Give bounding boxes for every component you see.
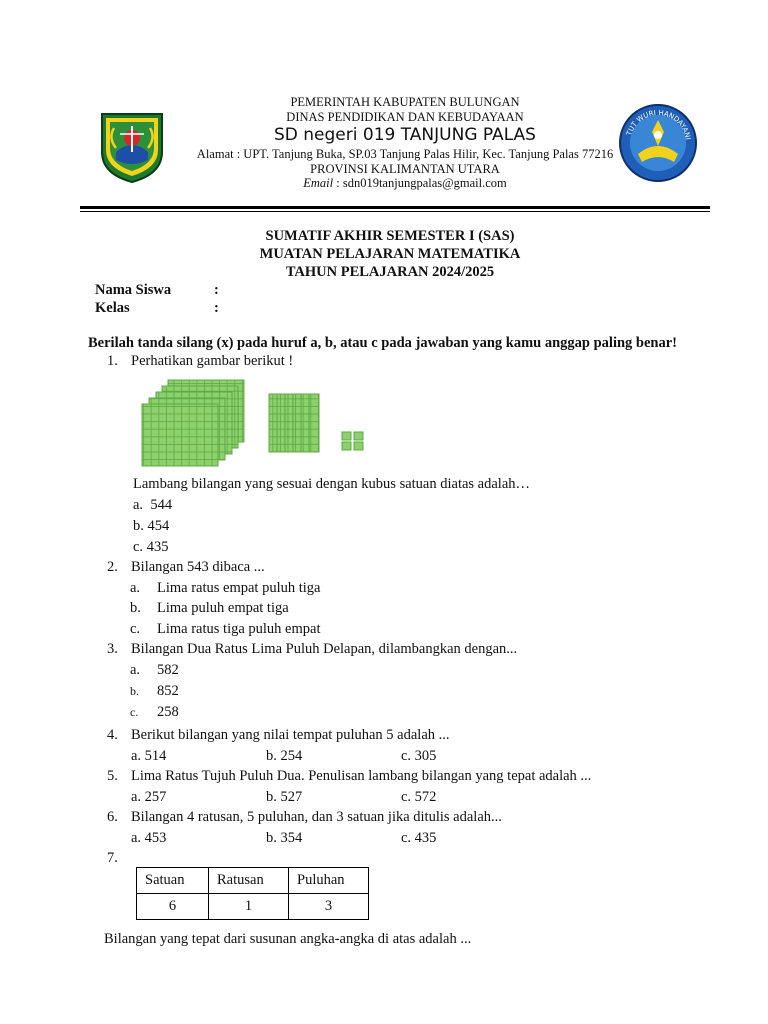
q1-option-c-text: 435 (146, 539, 169, 555)
table-header-cell: Satuan (137, 868, 209, 894)
q6-option-a[interactable]: a. 453 (131, 830, 167, 846)
table-cell: 1 (209, 894, 289, 920)
q6-number: 6. (107, 809, 118, 825)
q3-option-a-letter[interactable]: a. (130, 662, 141, 678)
table-header-cell: Ratusan (209, 868, 289, 894)
table-header-row (137, 868, 369, 894)
q5-option-c[interactable]: c. 572 (401, 789, 437, 805)
instruction: Berilah tanda silang (x) pada huruf a, b, atau c pada jawaban yang kamu anggap paling benar! (88, 335, 677, 351)
q7-text: Bilangan yang tepat dari susunan angka-angka di atas adalah ... (104, 931, 472, 947)
q2-option-a-text: Lima ratus empat puluh tiga (157, 580, 321, 596)
student-name-label: Nama Siswa (95, 282, 172, 298)
q4-number: 4. (107, 727, 118, 743)
q6-option-c[interactable]: c. 435 (401, 830, 437, 846)
header-province: PROVINSI KALIMANTAN UTARA (310, 162, 500, 176)
header-school-name: SD negeri 019 TANJUNG PALAS (274, 125, 536, 145)
table-header-cell: Puluhan (289, 868, 369, 894)
place-value-table (136, 867, 369, 920)
q4-option-c[interactable]: c. 305 (401, 748, 437, 764)
header-address: Alamat : UPT. Tanjung Buka, SP.03 Tanjung Palas Hilir, Kec. Tanjung Palas 77216 (196, 147, 614, 161)
q1-question: Lambang bilangan yang sesuai dengan kubus satuan diatas adalah… (133, 476, 531, 492)
q1-option-c[interactable] (133, 539, 168, 556)
q3-option-c-letter[interactable]: c. (130, 705, 139, 719)
unit-cubes (342, 432, 363, 450)
header-rule-thin (80, 211, 710, 212)
q6-option-b[interactable]: b. 354 (266, 830, 303, 846)
q3-option-c-text: 258 (157, 704, 179, 720)
q3-option-b-letter[interactable]: b. (130, 684, 139, 698)
class-colon: : (214, 300, 219, 316)
q1-option-a-letter: a. (133, 497, 144, 513)
q3-option-b-text: 852 (157, 683, 179, 699)
q2-option-c-text: Lima ratus tiga puluh empat (157, 621, 321, 637)
q3-text: Bilangan Dua Ratus Lima Puluh Delapan, dilambangkan dengan... (131, 641, 518, 657)
hundreds-flats (142, 380, 244, 466)
table-cell: 6 (137, 894, 209, 920)
subject-title: MUATAN PELAJARAN MATEMATIKA (259, 246, 521, 262)
q1-option-b[interactable] (133, 518, 169, 535)
header-email (150, 176, 660, 192)
q6-text: Bilangan 4 ratusan, 5 puluhan, dan 3 satuan jika ditulis adalah... (131, 809, 502, 825)
email-value: : sdn019tanjungpalas@gmail.com (333, 176, 507, 190)
tens-rods (269, 394, 319, 452)
header-government-line: PEMERINTAH KABUPATEN BULUNGAN (290, 95, 520, 109)
student-name-colon: : (214, 282, 219, 298)
q2-option-c-letter[interactable]: c. (130, 621, 141, 637)
email-label: Email (303, 176, 334, 190)
q3-number: 3. (107, 641, 118, 657)
q1-number: 1. (107, 353, 118, 369)
table-cell: 3 (289, 894, 369, 920)
header-department-line: DINAS PENDIDIKAN DAN KEBUDAYAAN (286, 110, 524, 124)
q4-text: Berikut bilangan yang nilai tempat puluhan 5 adalah ... (131, 727, 450, 743)
class-label: Kelas (95, 300, 130, 316)
svg-text:TUT WURI HANDAYANI: TUT WURI HANDAYANI (625, 108, 692, 141)
q2-text: Bilangan 543 dibaca ... (131, 559, 265, 575)
q5-number: 5. (107, 768, 118, 784)
q4-option-b[interactable]: b. 254 (266, 748, 303, 764)
header-rule-thick (80, 206, 710, 209)
q1-option-b-text: 454 (147, 518, 170, 534)
base-ten-blocks-image (136, 376, 371, 468)
q5-text: Lima Ratus Tujuh Puluh Dua. Penulisan lambang bilangan yang tepat adalah ... (131, 768, 592, 784)
q1-option-a-text: 544 (150, 497, 173, 513)
q2-number: 2. (107, 559, 118, 575)
q2-option-b-text: Lima puluh empat tiga (157, 600, 289, 616)
q5-option-a[interactable]: a. 257 (131, 789, 167, 805)
q1-option-c-letter: c. (133, 539, 144, 555)
q1-text: Perhatikan gambar berikut ! (131, 353, 294, 369)
q7-number: 7. (107, 850, 118, 866)
exam-title: SUMATIF AKHIR SEMESTER I (SAS) (265, 228, 515, 244)
q5-option-b[interactable]: b. 527 (266, 789, 303, 805)
q2-option-b-letter[interactable]: b. (130, 600, 141, 616)
q3-option-a-text: 582 (157, 662, 179, 678)
q1-option-a[interactable] (133, 497, 172, 514)
table-row (137, 894, 369, 920)
q2-option-a-letter[interactable]: a. (130, 580, 141, 596)
year-title: TAHUN PELAJARAN 2024/2025 (285, 264, 495, 280)
q1-option-b-letter: b. (133, 518, 144, 534)
q4-option-a[interactable]: a. 514 (131, 748, 167, 764)
